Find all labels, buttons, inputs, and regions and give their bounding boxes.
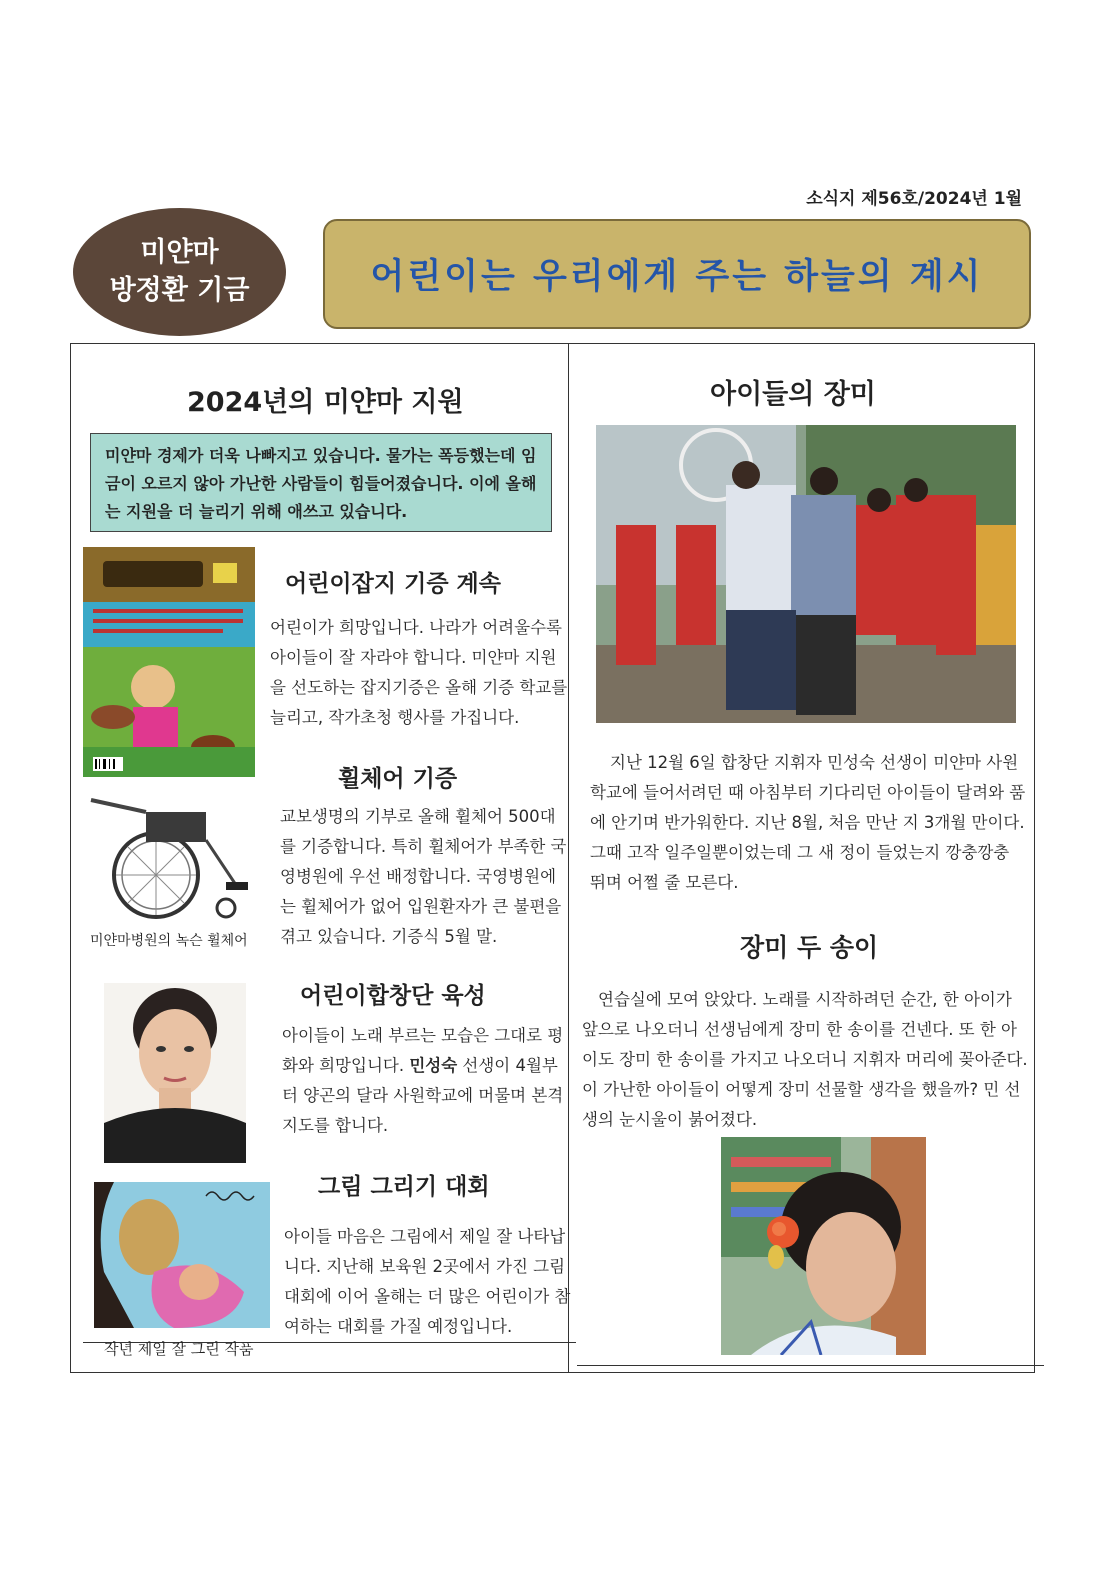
org-name-line1: 미얀마 (140, 237, 219, 268)
roses-body: 연습실에 모여 앉았다. 노래를 시작하려던 순간, 한 아이가 앞으로 나오더니 선생님에게 장미 한 송이를 건넨다. 또 한 아이도 장미 한 송이를 가지고 나오더니 지휘자 머리에 꽂아준다. 이 가난한 아이들이 어떻게 장미 선물할 생각을 했을까? 민 선생의 눈시울이 붉어졌다. (582, 990, 1028, 1129)
section-heading-magazine: 어린이잡지 기증 계속 (285, 571, 501, 597)
left-title: 2024년의 미얀마 지원 (187, 387, 464, 418)
wheelchair-image (86, 790, 254, 925)
children-greeting-photo (596, 425, 1016, 723)
headline-title: 어린이는 우리에게 주는 하늘의 계시 (370, 257, 984, 297)
section-heading-drawing: 그림 그리기 대회 (318, 1174, 490, 1200)
wheelchair-caption: 미얀마병원의 녹슨 휠체어 (90, 933, 248, 949)
section-body-wheelchair: 교보생명의 기부로 올해 휠체어 500대를 기증합니다. 특히 휠체어가 부족한 국영병원에 우선 배정합니다. 국영병원에는 휠체어가 없어 입원환자가 큰 불편을 겪고 있습니다. 기증식 5월 말. (280, 807, 567, 946)
prize-drawing-image (94, 1182, 270, 1328)
choir-body-name: 민성숙 (409, 1056, 458, 1075)
section-heading-wheelchair: 휠체어 기증 (338, 766, 458, 792)
section-body-choir (282, 1021, 570, 1141)
rose-in-hair-photo (721, 1137, 926, 1355)
org-logo-badge (73, 208, 286, 336)
issue-info: 소식지 제56호/2024년 1월 (806, 189, 1022, 209)
section-body-drawing: 아이들 마음은 그림에서 제일 잘 나타납니다. 지난해 보육원 2곳에서 가진 그림 대회에 이어 올해는 더 많은 어린이가 참여하는 대회를 가질 예정입니다. (284, 1227, 571, 1336)
choir-body-part2: 선생이 4월부터 양곤의 달라 사원학교에 머물며 본격 지도를 합니다. (282, 1056, 564, 1135)
right-title: 아이들의 장미 (710, 379, 876, 410)
section-heading-choir: 어린이합창단 육성 (300, 983, 486, 1009)
headline-banner (323, 219, 1031, 329)
story-body: 지난 12월 6일 합창단 지휘자 민성숙 선생이 미얀마 사원학교에 들어서려던 때 아침부터 기다리던 아이들이 달려와 품에 안기며 반가워한다. 지난 8월, 처음 만난 지 3개월 만이다. 그때 고작 일주일뿐이었는데 그 새 정이 들었는지 깡충깡충 뛰며 어쩔 줄 모른다. (590, 753, 1026, 892)
magazine-cover-image (83, 547, 255, 777)
org-name-line2: 방정환 기금 (109, 275, 250, 306)
column-divider (568, 343, 569, 1373)
section-heading-roses: 장미 두 송이 (740, 933, 879, 962)
right-column-bottom-rule (577, 1365, 1044, 1366)
section-body-magazine: 어린이가 희망입니다. 나라가 어려울수록 아이들이 잘 자라야 합니다. 미얀마 지원을 선도하는 잡지기증은 올해 기증 학교를 늘리고, 작가초청 행사를 가집니다. (270, 618, 568, 727)
conductor-portrait-image (104, 983, 246, 1163)
intro-box: 미얀마 경제가 더욱 나빠지고 있습니다. 물가는 폭등했는데 임금이 오르지 않아 가난한 사람들이 힘들어졌습니다. 이에 올해는 지원을 더 늘리기 위해 애쓰고 있습니다. (90, 433, 552, 532)
choir-body-part1: 아이들이 노래 부르는 모습은 그대로 평화와 희망입니다. (282, 1026, 564, 1075)
drawing-caption: 작년 제일 잘 그린 작품 (104, 1340, 254, 1358)
